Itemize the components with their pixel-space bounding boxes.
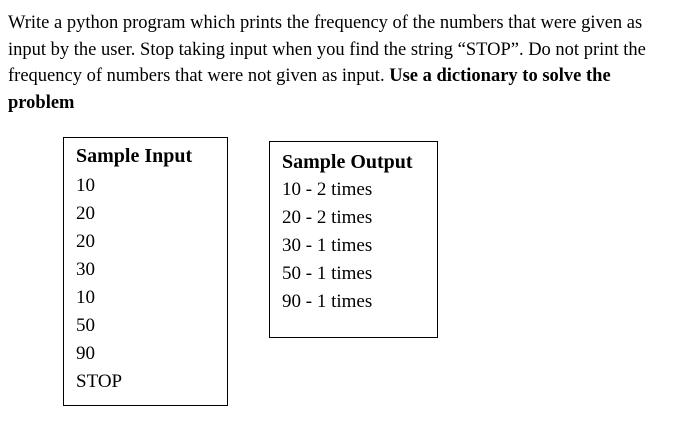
problem-statement <box>8 10 678 116</box>
sample-output-title: Sample Output <box>282 151 413 173</box>
sample-input-line: 20 <box>76 231 95 252</box>
sample-input-line: 20 <box>76 203 95 224</box>
sample-output-box <box>269 141 438 338</box>
sample-input-line: 30 <box>76 259 95 280</box>
sample-input-box <box>63 137 228 406</box>
sample-input-line: STOP <box>76 371 123 392</box>
sample-output-line: 30 - 1 times <box>282 235 373 256</box>
sample-input-title: Sample Input <box>76 145 193 167</box>
problem-text: Write a python program which prints the frequency of the numbers that were given as input by the user. Stop taking input when you find the string “STOP”. Do not print the frequency of numbers that were not given as input. <box>8 13 646 86</box>
sample-input-line: 10 <box>76 175 95 196</box>
sample-output-line: 90 - 1 times <box>282 291 373 312</box>
sample-input-line: 50 <box>76 315 95 336</box>
sample-input-line: 90 <box>76 343 95 364</box>
sample-output-line: 50 - 1 times <box>282 263 373 284</box>
sample-input-line: 10 <box>76 287 95 308</box>
sample-output-line: 10 - 2 times <box>282 179 373 200</box>
sample-output-line: 20 - 2 times <box>282 207 373 228</box>
problem-bold-instruction: Use a dictionary to solve the problem <box>8 66 611 113</box>
